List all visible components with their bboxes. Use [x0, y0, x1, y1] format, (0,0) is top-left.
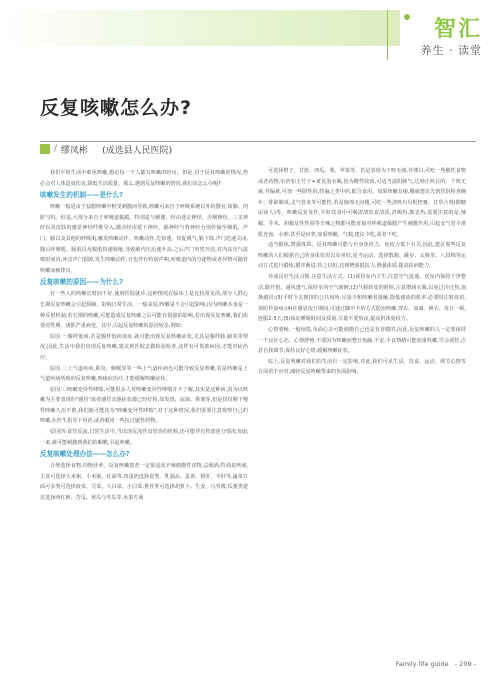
author-separator: / — [54, 144, 58, 154]
page-footer — [396, 660, 476, 668]
author-marker-icon — [40, 144, 50, 154]
body-paragraph: 养成良好生活习惯,注意生活方式。(1)保持室内卫生,注意空气流通、居室内保持干净整洁,勤开窗、通风透气,保持室内空气新鲜;(2)气候转变的时候,注意增减衣服,以免过冷过热,加换感冒;(3)平时少去拥挤的公共场所,尽量少和咳嗽者接触,降低感染的机率,必要时注射疫苗,预防传染病;(4)在感冒流行期间,可通过脚中升的方式防治咳嗽,穿衣、加减、换衣、每日一顿,连服2-3天;(5)保证睡眠时间及质量,尽量不要熬夜,提高机体免疫力。 — [258, 273, 466, 323]
author-name: 缪凤彬 — [61, 145, 89, 156]
body-paragraph: 适当锻炼,增强体质。反复咳嗽可能与自身免疫力、免疫力低下有关,因此,建议那些反复咳嗽的人们根据自己的身体状况以及喜好,适当运动、选择散跑、跳步、太极拳、八段锦等运动方式进行锻炼,循序渐进,持之以恒,达到增强抵抗力,增强体质,提高抗病能力。 — [258, 242, 466, 270]
body-paragraph: 合理选择食物,均衡营养。反复咳嗽患者一定要适食辛辣刺激性食物,忌烟酒,特别是咳痰,主食可选择大米粥、小米粥、红面等,肉蛋奶选择瓷类、乳制品、蛋黄、猪肝、羊肝等,蔬菜方面可多类可选择菠菜、芫菜、大白菜、小白菜;推荐类可选择胡萝卜、生姜、乌骨酱;瓜蒌类建议选择西红柿、苦瓜、黄瓜与冬瓜等,水果方面 — [40, 463, 248, 502]
article-title: 反复咳嗽怎么办? — [40, 97, 193, 119]
section-heading: 反复咳嗽的原因——为什么? — [40, 278, 123, 287]
body-paragraph: 咳嗽一般是由于祛腊咳嗽中枢受刺激而导致,咳嗽可来自于呼吸系统以外的器官,如肺、肉脏与吗。但是,大部分来自于呼吸道黏膜。特别是与刺激、经由迷走神经、舌咽神经、三叉神经以及皮肤的感觉神经纤维导入,激动经由延下神经、膈神经与脊神经分别传输至咽肌、声门、膈以及其他的呼吸肌,触发咳嗽动作。咳嗽动作,先快速、短促吸气,膈下降,声门迅速关闭,随后呼吸肌、膈肌以及腹肌快速收缩,导致肺内压迅速升高,之后声门突然开放,对内高压气流喷射而出,冲击声门裂隙,发生咳嗽动作,且也伴有特别声响,呼吸道内的分泌物或者异物可随着咳嗽而被排出。 — [40, 204, 248, 274]
author-affiliation: (成选县人民医院) — [102, 145, 173, 156]
body-paragraph: 综上,反复咳嗽对我们的生活有一定影响,对此,我们可从生活、饮食、运动、调节心情等方面着手应对,减轻反复咳嗽带来的负面影响。 — [258, 358, 466, 376]
logo-dot-icon — [404, 14, 410, 20]
body-paragraph: 原因三:咳嗽变异性哮喘,可能很多人对咳嗽变异性哮喘并不了解,其实是这种病,因为以咳嗽为主要表现的"感冒"或者感冒其他症状都已经好转,如发烧、流涕、鼻塞等,但是仅仅剩下慢性咳嗽久治不愈,我们就可能其为"咳嗽变异性哮喘",对于这种情况,我们需要注意观察自己的咳嗽,在医生指导下用药,或者服用一些抗过敏性药物。 — [40, 386, 248, 425]
body-paragraph: 原因四:食管反流,日常生活中,当出现反流性食管炎的时候,还可能伴有胃部逆分情况,如此一来,就可能刺激到我们的咽喉,引起咳嗽。 — [40, 429, 248, 446]
logo-sub-text: 养生 · 读堂 — [420, 44, 482, 57]
body-paragraph: 原因二:上气道疾病,鼻炎、咽喉炎等一些上气道疾病也可能导致反复咳嗽,若是咳嗽是上气道疾病所致的反复咳嗽,咳痰症治疗,才能缓解咳嗽症状。 — [40, 365, 248, 383]
header-decoration-bar — [0, 10, 400, 46]
article-right-column — [258, 166, 466, 378]
section-heading: 反复咳嗽处理办法——怎么办? — [40, 450, 130, 459]
logo-main-text: 智汇 — [433, 16, 482, 42]
article-left-column — [40, 168, 248, 504]
body-paragraph: 可选择橙子、甘蔗、西瓜、梨、苹果等。若是表现为干咳无痰,苔薄白,可吃一些酸性食物或者药物,中药如玉竹子+黄芪泡水喝,因为酸性收敛,可适当滋阴肺气,达到止咳目的。干咳无痰,苔偏黄,可加一些降性的,性偏之类中药,配合食用。如果咳嗽有痰,哪就建议先到医院检查确年、排除肺炎,支气管炎等可能性,若是肺部无问题,可吃一些清咳川贝枇杷膏、甘草合剂(除糖尿病人)等。咳嗽反复发作,平时饮食中可喝清清饮食清淡,清喝热,散表热,需要注意的是,辣椒、芥末、胡椒及性性调等辛辣之物都可能直接对呼吸道黏膜产生刺激作用,引起支气管平滑肌充血、水肿,甚至是痉挛,加重咳嗽、气喘,建议少吃,或者不吃。 — [258, 168, 466, 238]
author-line — [40, 142, 172, 156]
body-paragraph: 原因一:腺样低病,若是腺样低病炎症,就可能出现反复咳嗽症状,尤其是腺样肺,肺炎等情况,因此,生活中我们出现反复咳嗽,建议到医院去做检验检查,这样有可帮助病因,才能对症治疗。 — [40, 333, 248, 361]
footer-page-number: - 209 - — [454, 660, 476, 668]
body-paragraph: 我们平时生活中难免咳嗽,想必每一个人都有咳嗽的经历。但是,对于反复咳嗽的情况,势必会对人体造成伤害,降低生活质量。那么,遇到反复咳嗽的情况,我们该怎么办呢? — [40, 170, 248, 187]
body-paragraph: 有一些人的咳嗽长时间不好,使到医院就诊,这种情况在临床上是比较常见的,部分人群心长期反复咳嗽会引起烦躁、影响日常生活、一般来说,咳嗽是不会引起影响,因为咳嗽本身是一种反射机制,若长期的咳嗽,可能造成反复咳嗽之后可能有很强的影响,若出现反复咳嗽,我们需要对性期、诱抓严重病变。其中,引起反复咳嗽的原因较多,例如: — [40, 291, 248, 330]
body-paragraph: 心情要畅,一般惊慌,负面心态可能刺激自己也是有害健的,因此,反复咳嗽的人一定要保持一个良好心态、心情舒畅,不要因为咳嗽而整日焦躁,不安,不良情绪可能加重咳嗽,学会调控,注意自我调节,保持良好心情,缓解咳嗽症状。 — [258, 326, 466, 355]
section-heading: 咳嗽发生的机制——是什么? — [40, 191, 123, 200]
magazine-logo — [387, 10, 484, 60]
footer-guide: Family life guide — [395, 660, 449, 668]
